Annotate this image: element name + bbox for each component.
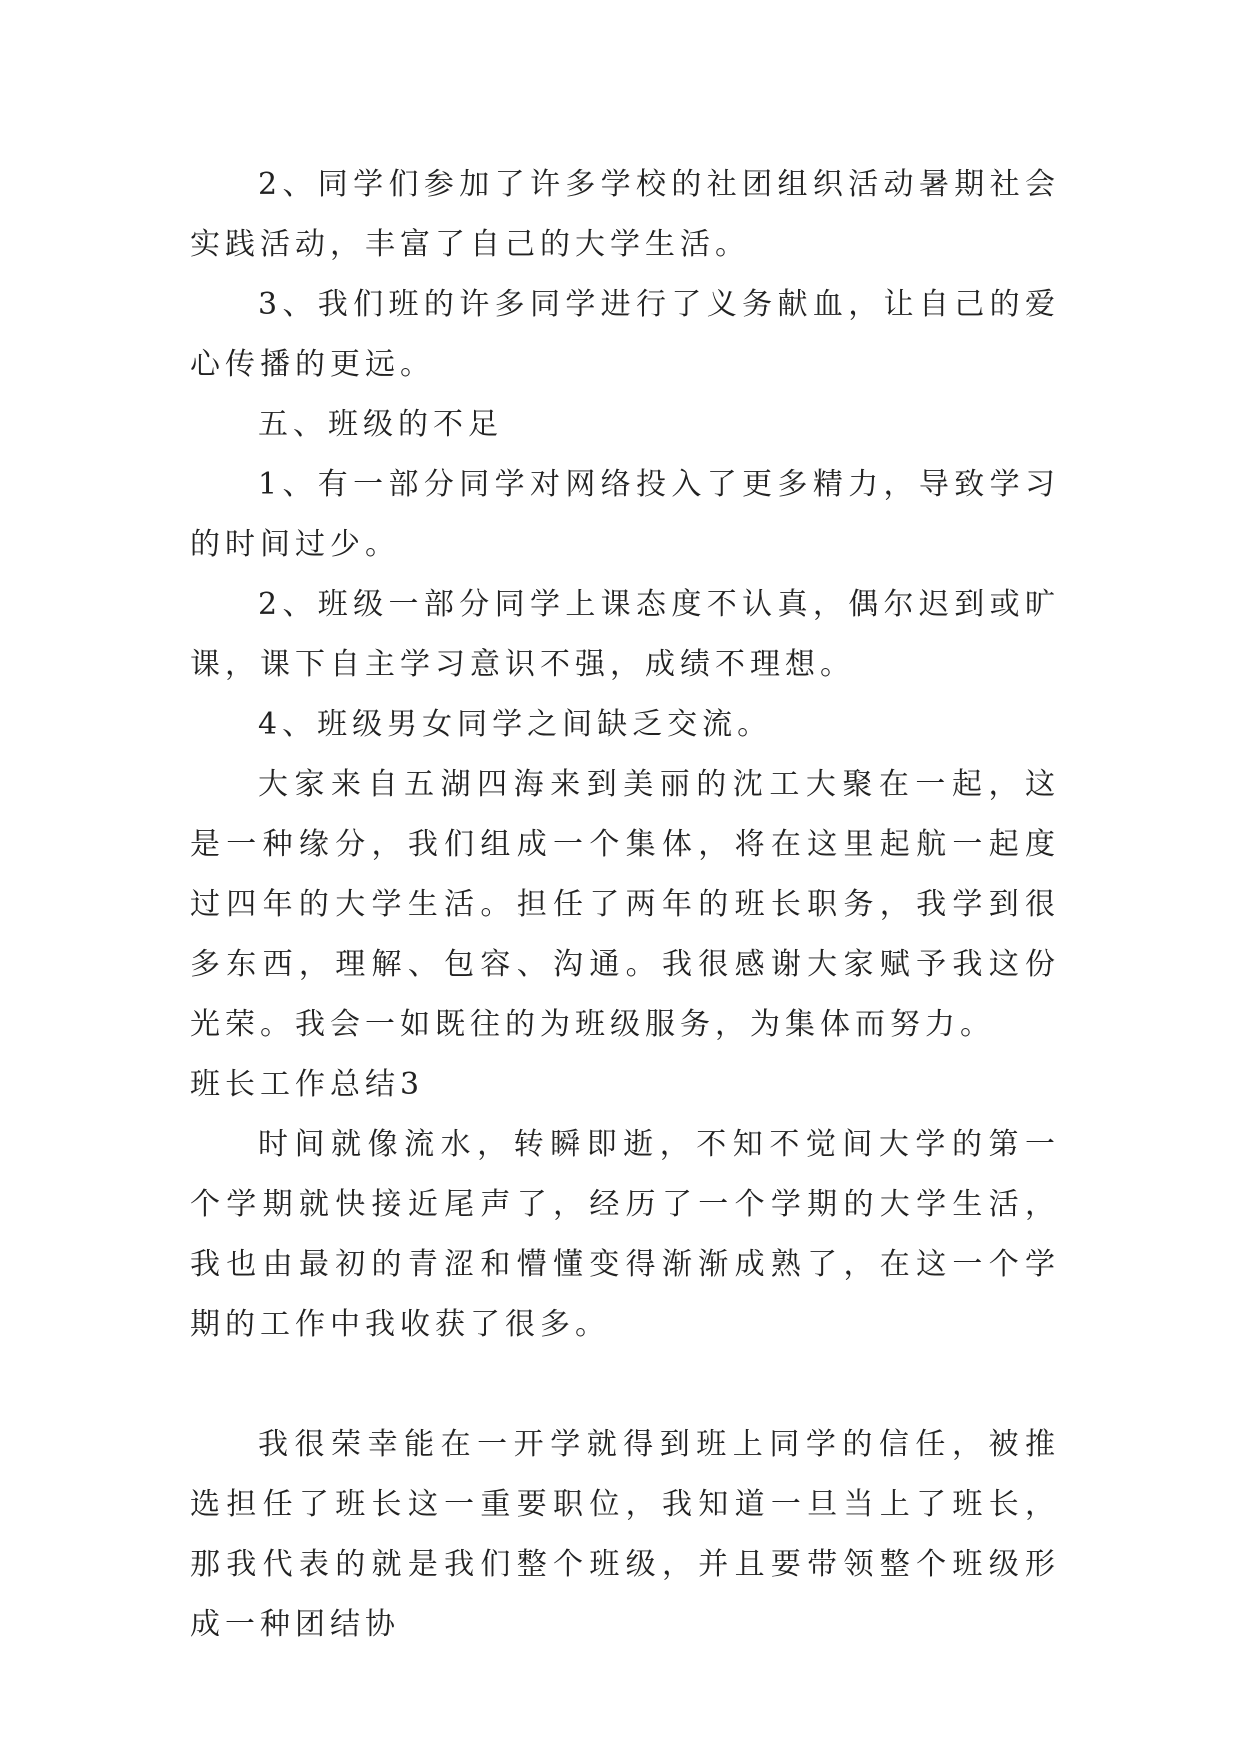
paragraph: 大家来自五湖四海来到美丽的沈工大聚在一起，这是一种缘分，我们组成一个集体，将在这里起航一起度过四年的大学生活。担任了两年的班长职务，我学到很多东西，理解、包容、沟通。我很感谢大家赋予我这份光荣。我会一如既往的为班级服务，为集体而努力。 [190,767,1060,1042]
paragraph: 1、有一部分同学对网络投入了更多精力，导致学习的时间过少。 [190,467,1060,562]
paragraph: 4、班级男女同学之间缺乏交流。 [258,707,773,742]
document-body [190,155,1060,1655]
paragraph-gap [190,1355,1060,1415]
paragraph: 2、同学们参加了许多学校的社团组织活动暑期社会实践活动，丰富了自己的大学生活。 [190,167,1060,262]
section-heading: 五、班级的不足 [258,407,503,442]
paragraph: 我很荣幸能在一开学就得到班上同学的信任，被推选担任了班长这一重要职位，我知道一旦当上了班长，那我代表的就是我们整个班级，并且要带领整个班级形成一种团结协 [190,1427,1060,1642]
section-title: 班长工作总结3 [190,1067,425,1102]
paragraph: 2、班级一部分同学上课态度不认真，偶尔迟到或旷课，课下自主学习意识不强，成绩不理想。 [190,587,1060,682]
paragraph: 3、我们班的许多同学进行了义务献血，让自己的爱心传播的更远。 [190,287,1060,382]
paragraph: 时间就像流水，转瞬即逝，不知不觉间大学的第一个学期就快接近尾声了，经历了一个学期的大学生活，我也由最初的青涩和懵懂变得渐渐成熟了，在这一个学期的工作中我收获了很多。 [190,1127,1060,1342]
